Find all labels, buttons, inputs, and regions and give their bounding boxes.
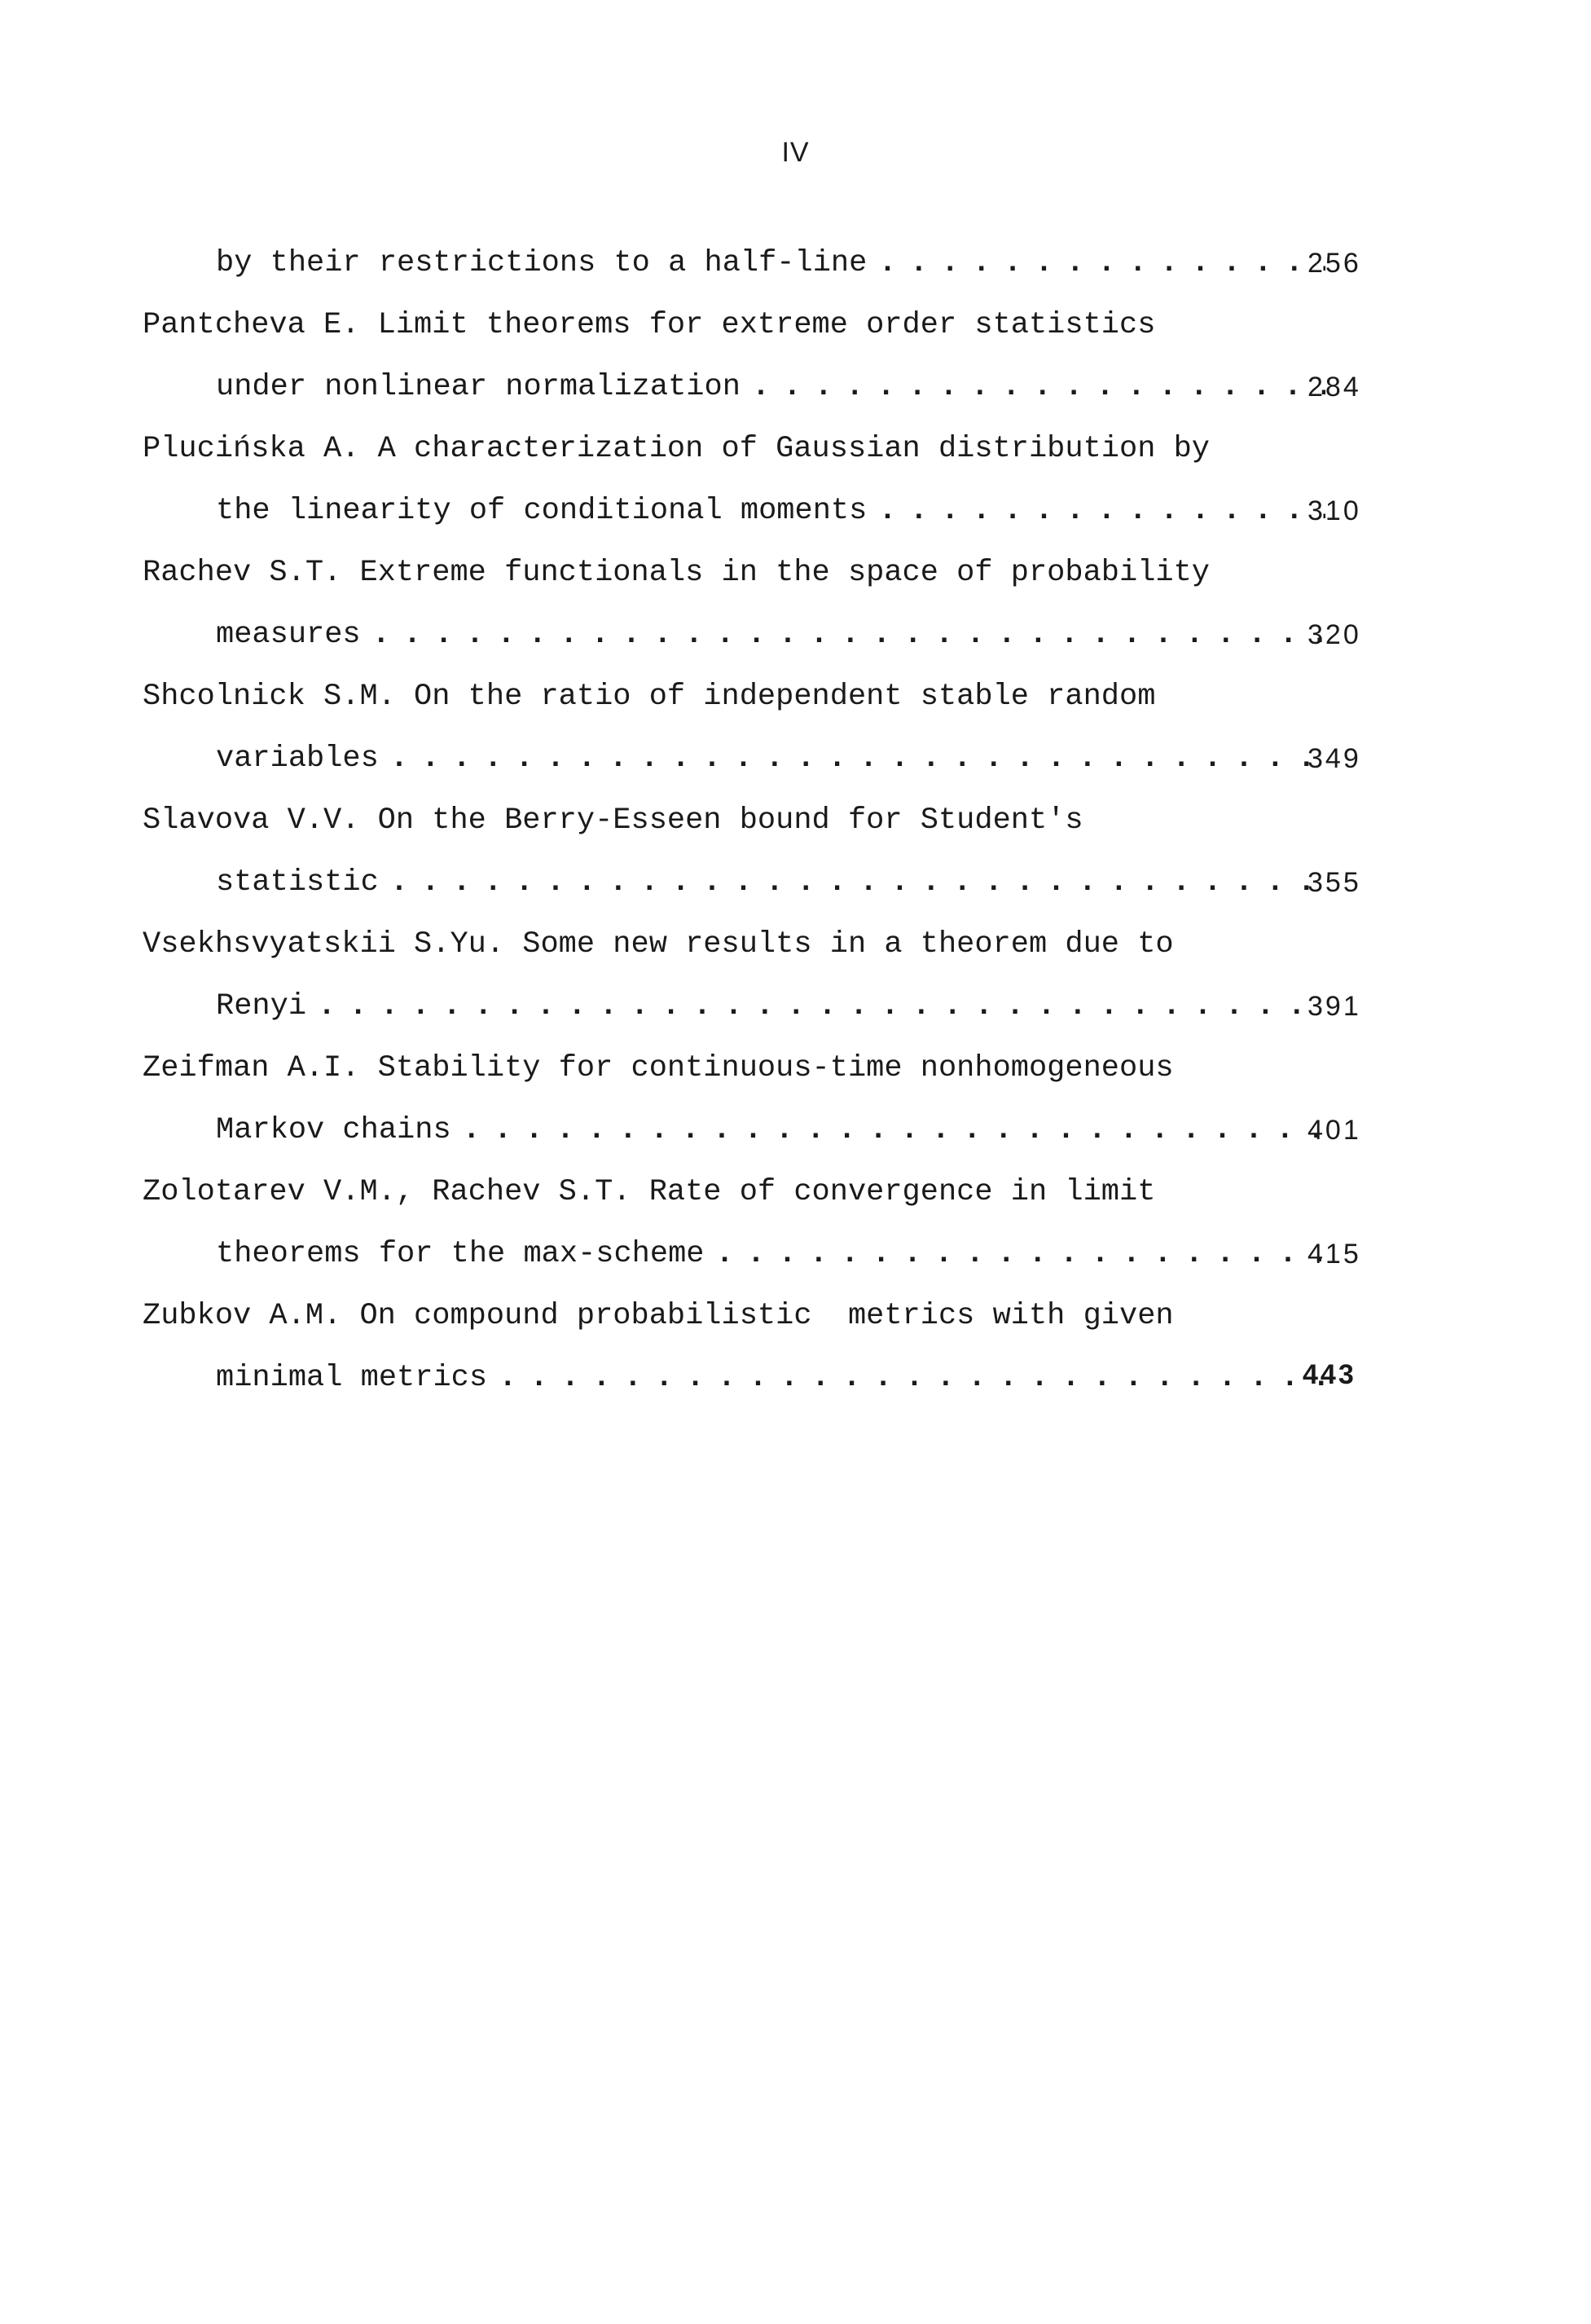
toc-entry-line (143, 356, 1361, 418)
toc-entry-text: statistic (216, 865, 379, 900)
toc-entry-line (143, 232, 1361, 294)
toc-entry-text: Slavova V.V. On the Berry-Esseen bound for Student's (143, 803, 1083, 838)
toc-entry-line (143, 1099, 1361, 1161)
toc-entry-title (143, 1037, 1365, 1099)
dot-leader (878, 480, 1325, 542)
toc-entry-text: Markov chains (216, 1113, 451, 1147)
toc-entry-text: Rachev S.T. Extreme functionals in the space of probability (143, 556, 1211, 590)
toc-page-number: 401 (1308, 1115, 1361, 1146)
toc-page-number: 349 (1308, 743, 1361, 774)
toc-entry-text: Zeifman A.I. Stability for continuous-time nonhomogeneous (143, 1051, 1174, 1085)
toc-entry-text: Zubkov A.M. On compound probabilistic metrics with given (143, 1299, 1174, 1333)
toc-entry-line (143, 1223, 1361, 1285)
toc-entry-title (143, 913, 1365, 975)
toc-entry-text: Pantcheva E. Limit theorems for extreme order statistics (143, 308, 1156, 342)
toc-page-number: 355 (1308, 867, 1361, 898)
toc-entry-text: measures (216, 618, 361, 652)
toc-entry-title (143, 1161, 1365, 1223)
toc-entry-line (143, 1347, 1356, 1409)
toc-page-number: 391 (1308, 991, 1361, 1022)
dot-leader (390, 852, 1325, 913)
toc-entry-title (143, 418, 1365, 480)
toc-page-number: 443 (1303, 1359, 1356, 1390)
toc-entry-text: the linearity of conditional moments (216, 494, 868, 528)
dot-leader (372, 604, 1325, 666)
toc-entry-line (143, 728, 1361, 790)
dot-leader (499, 1347, 1325, 1409)
toc-entry-line (143, 604, 1361, 666)
toc-entry-title (143, 542, 1365, 604)
toc-entry-text: Vsekhsvyatskii S.Yu. Some new results in a theorem due to (143, 927, 1174, 962)
toc-page-number: 310 (1308, 495, 1361, 526)
toc-entry-text: minimal metrics (216, 1361, 488, 1395)
page-number: IV (781, 137, 810, 168)
dot-leader (716, 1223, 1326, 1285)
toc-page-number: 284 (1308, 372, 1361, 403)
table-of-contents (143, 232, 1365, 1409)
toc-entry-text: Plucińska A. A characterization of Gaussian distribution by (143, 432, 1211, 466)
dot-leader (878, 232, 1325, 294)
toc-entry-text: Shcolnick S.M. On the ratio of independent stable random (143, 680, 1156, 714)
toc-page-number: 320 (1308, 619, 1361, 650)
toc-entry-line (143, 852, 1361, 913)
toc-entry-title (143, 1285, 1365, 1347)
toc-entry-title (143, 790, 1365, 852)
toc-entry-text: theorems for the max-scheme (216, 1237, 705, 1271)
toc-entry-line (143, 480, 1361, 542)
dot-leader (390, 728, 1325, 790)
toc-page-number: 415 (1308, 1239, 1361, 1270)
toc-entry-text: under nonlinear normalization (216, 370, 741, 404)
toc-entry-title (143, 294, 1365, 356)
dot-leader (752, 356, 1325, 418)
dot-leader (318, 975, 1325, 1037)
toc-page-number: 256 (1308, 248, 1361, 279)
toc-entry-text: Renyi (216, 989, 307, 1023)
toc-entry-text: by their restrictions to a half-line (216, 246, 868, 280)
toc-entry-text: variables (216, 742, 379, 776)
toc-entry-text: Zolotarev V.M., Rachev S.T. Rate of convergence in limit (143, 1175, 1156, 1209)
toc-entry-line (143, 975, 1361, 1037)
dot-leader (463, 1099, 1325, 1161)
toc-entry-title (143, 666, 1365, 728)
